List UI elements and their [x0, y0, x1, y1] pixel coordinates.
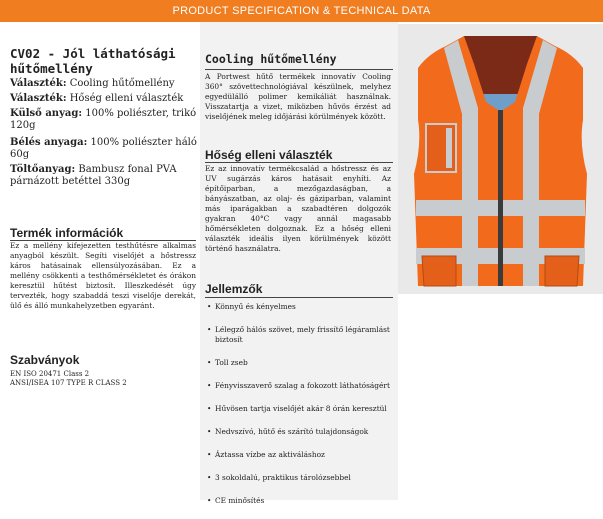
- standard-item: EN ISO 20471 Class 2: [10, 370, 90, 378]
- spec-header-title: PRODUCT SPECIFICATION & TECHNICAL DATA: [172, 5, 431, 17]
- spec-value: Cooling hűtőmellény: [69, 78, 175, 89]
- spec-row: [10, 137, 198, 161]
- spec-row: [10, 93, 198, 105]
- spec-row: [10, 78, 198, 90]
- features-list: [205, 302, 395, 519]
- section-divider: [205, 297, 393, 298]
- spec-label: Választék:: [10, 78, 67, 89]
- spec-label: Választék:: [10, 93, 67, 104]
- features-heading: Jellemzők: [205, 282, 263, 296]
- feature-item: • Nedvszívó, hűtő és szárító tulajdonságok: [205, 427, 395, 437]
- product-title: [10, 46, 196, 76]
- heat-text: Ez az innovatív termékcsalád a hőstressz és az UV sugárzás káros hatásait enyhíti. Az építőiparban, a mezőgazdaságban, a bányászatban, az olaj- és gáziparban, valamint más iparágakban a szabadtéren dolgozók gyakran 40°C vagy annál magasabb hőmérsékleten dolgoznak. Ez a hőség elleni választék ideális ilyen körülmények között történő használatra.: [205, 164, 391, 253]
- standards-heading: Szabványok: [10, 353, 80, 367]
- spec-header-bar: [0, 0, 603, 22]
- product-title-line1: CV02 - Jól láthatósági: [10, 46, 176, 61]
- spec-label: Külső anyag:: [10, 108, 83, 119]
- spec-label: Töltőanyag:: [10, 164, 76, 175]
- section-divider: [205, 162, 393, 163]
- feature-item: • 3 sokoldalú, praktikus tárolózsebbel: [205, 473, 395, 483]
- cooling-heading: Cooling hűtőmellény: [205, 52, 337, 66]
- product-title-line2: hűtőmellény: [10, 61, 93, 76]
- standard-item: ANSI/ISEA 107 TYPE R CLASS 2: [10, 379, 127, 387]
- product-info-text: Ez a mellény kifejezetten testhűtésre alkalmas anyagból készült. Segíti viselőjét a hőstressz káros hatásainak ellensúlyozásában. Ez a mellény csökkenti a testhőmérsékletet és órákon keresztül hűtést biztosít. Illeszkedését úgy tervezték, hogy szabaddá teszi viselője derekát, ülő és álló munkahelyzetben egyaránt.: [10, 241, 196, 310]
- heat-heading: Hőség elleni választék: [205, 148, 333, 162]
- feature-item: • Hűvösen tartja viselőjét akár 8 órán keresztül: [205, 404, 395, 414]
- section-divider: [205, 69, 393, 70]
- feature-item: • Áztassa vízbe az aktiváláshoz: [205, 450, 395, 460]
- product-info-heading: Termék információk: [10, 226, 124, 240]
- cooling-text: A Portwest hűtő termékek innovatív Cooling 360° szövettechnológiával készülnek, melyhez egyedülálló polimer kemikáliát használnak. Visszatartja a vizet, miközben hűvös érzést ad viselőjének meleg időjárási körülmények között.: [205, 72, 391, 121]
- spec-row: [10, 164, 198, 188]
- spec-value: Hőség elleni választék: [69, 93, 184, 104]
- feature-item: • Toll zseb: [205, 358, 395, 368]
- spec-value: 100% poliészter, trikó 120g: [10, 108, 197, 131]
- spec-value: Bambusz fonal PVA párnázott betéttel 330g: [10, 164, 177, 187]
- feature-item: • Könnyű és kényelmes: [205, 302, 395, 312]
- spec-value: 100% poliészter háló 60g: [10, 137, 197, 160]
- product-photo: [398, 24, 603, 294]
- spec-row: [10, 108, 198, 132]
- feature-item: • CE minősítés: [205, 496, 395, 506]
- feature-item: • Fényvisszaverő szalag a fokozott láthatóságért: [205, 381, 395, 391]
- hi-vis-vest-image: [398, 24, 603, 294]
- spec-label: Bélés anyaga:: [10, 137, 88, 148]
- feature-item: • Lélegző hálós szövet, mely frissítő légáramlást biztosít: [205, 325, 395, 345]
